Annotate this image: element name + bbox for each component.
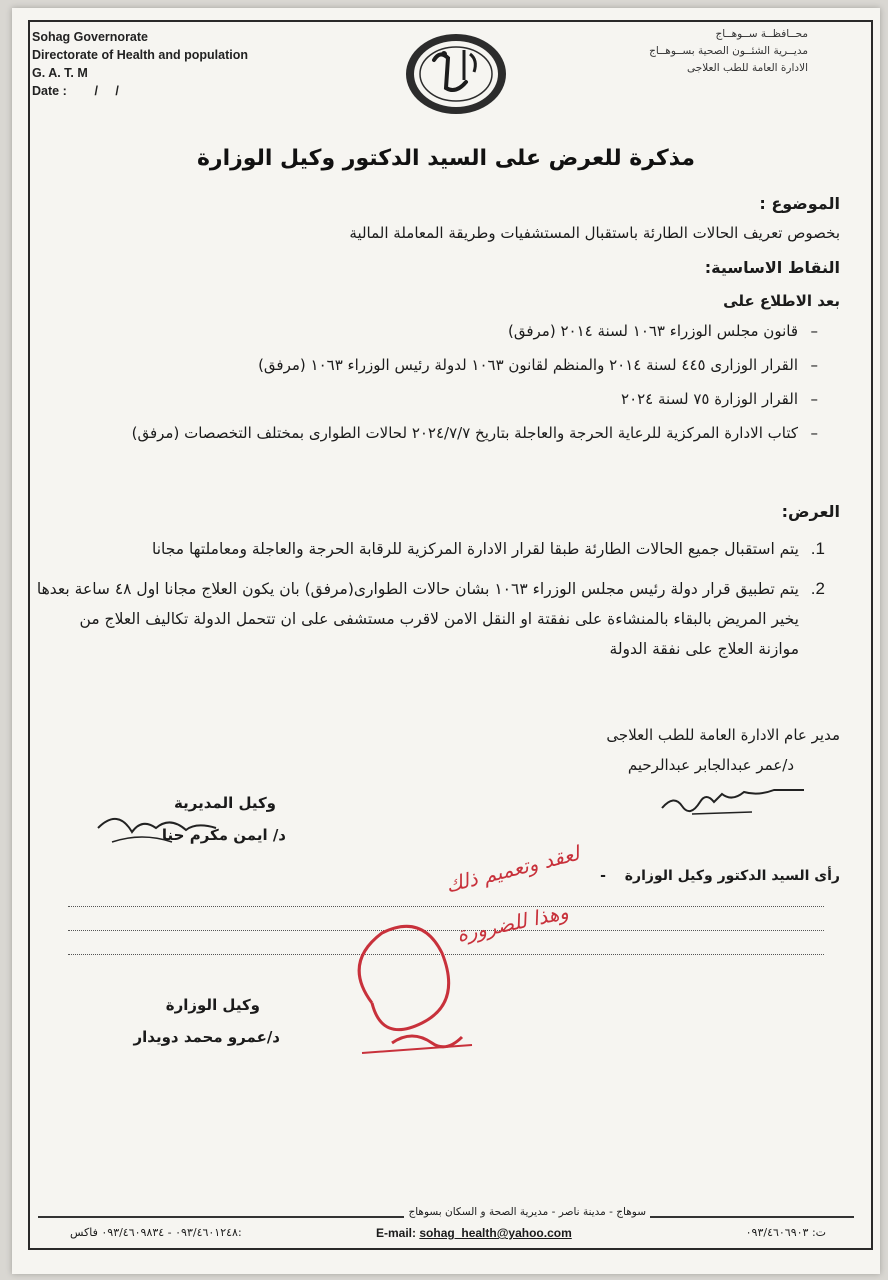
opinion-dash: -	[600, 868, 606, 884]
opinion-label	[600, 868, 840, 884]
item-text: يتم استقبال جميع الحالات الطارئة طبقا لقرار الادارة المركزية للرقابة الحرجة والعاجلة ومعاملتها مجانا	[151, 540, 799, 558]
english-letterhead	[32, 28, 248, 100]
phone-label: ت:	[811, 1226, 826, 1239]
letterhead-line: Sohag Governorate	[32, 30, 148, 44]
basics-intro: بعد الاطلاع على	[723, 292, 840, 310]
director-name: د/عمر عبدالجابر عبدالرحيم	[627, 756, 794, 774]
item-number: 1.	[810, 539, 825, 558]
deputy-signature-icon	[92, 798, 222, 858]
handwritten-note-line: وهذا للضرورة	[454, 899, 571, 947]
minister-deputy-name: د/عمرو محمد دويدار	[133, 1028, 280, 1046]
item-text: يتم تطبيق قرار دولة رئيس مجلس الوزراء ١٠٦٣ بشان حالات الطوارى(مرفق) بان يكون العلاج مجانا اول ٤٨ ساعة بعدها يخير المريض بالبقاء بالمنشاءة على نفقتة او النقل الامن لاقرب مستشفى على ان تتحمل الدولة تكاليف العلاج من موازنة العلاج على نفقة الدولة	[36, 580, 799, 658]
fax-label: فاكس:	[70, 1226, 242, 1239]
letterhead-line: محــافظــة ســوهــاج	[715, 28, 808, 40]
list-item: – قانون مجلس الوزراء ١٠٦٣ لسنة ٢٠١٤ (مرفق)	[28, 320, 818, 343]
subject-text: بخصوص تعريف الحالات الطارئة باستقبال المستشفيات وطريقة المعاملة المالية	[349, 224, 840, 242]
list-item	[35, 534, 825, 564]
email-value: sohag_health@yahoo.com	[419, 1226, 572, 1240]
item-number: 2.	[810, 579, 825, 598]
footer-email	[376, 1226, 572, 1240]
footer-address: سوهاج - مدينة ناصر - مديرية الصحة و السكان بسوهاج	[404, 1206, 650, 1218]
list-item: – القرار الوزارى ٤٤٥ لسنة ٢٠١٤ والمنظم لقانون ١٠٦٣ لدولة رئيس الوزراء ١٠٦٣ (مرفق)	[28, 354, 818, 377]
memo-title: مذكرة للعرض على السيد الدكتور وكيل الوزارة	[196, 146, 696, 171]
document-page	[12, 8, 880, 1274]
footer-contacts	[38, 1226, 854, 1246]
letterhead-line: G. A. T. M	[32, 66, 88, 80]
director-signature-icon	[652, 780, 822, 820]
handwritten-note-line: لعقد وتعميم ذلك	[443, 840, 582, 898]
arabic-letterhead	[649, 26, 808, 77]
deputy-directorate-title: وكيل المديرية	[174, 794, 276, 812]
director-title: مدير عام الادارة العامة للطب العلاجى	[606, 726, 840, 744]
subject-label: الموضوع :	[759, 194, 840, 213]
footer-fax	[70, 1226, 242, 1239]
letterhead-date: Date : / /	[32, 84, 119, 98]
basics-label: النقاط الاساسية:	[704, 258, 840, 277]
letterhead-line: الادارة العامة للطب العلاجى	[686, 62, 808, 74]
opinion-text: رأى السيد الدكتور وكيل الوزارة	[624, 868, 840, 884]
minister-deputy-title: وكيل الوزارة	[165, 996, 260, 1014]
presentation-list	[35, 534, 825, 674]
letterhead-line: Directorate of Health and population	[32, 48, 248, 62]
deputy-directorate-name: د/ ايمن مكرم حنا	[161, 826, 286, 844]
footer-phone	[746, 1226, 826, 1239]
list-item	[35, 574, 825, 664]
red-scribble-icon	[332, 853, 492, 1063]
presentation-label: العرض:	[781, 502, 840, 521]
phone-value: ٠٩٣/٤٦٠٦٩٠٣	[745, 1226, 809, 1239]
ministry-logo-icon	[404, 30, 508, 118]
letterhead-line: مديــرية الشئــون الصحية بســوهــاج	[649, 45, 808, 57]
fax-value: ٠٩٣/٤٦٠١٢٤٨ - ٠٩٣/٤٦٠٩٨٣٤	[101, 1226, 238, 1239]
email-label: E-mail:	[376, 1226, 417, 1240]
list-item: – القرار الوزارة ٧٥ لسنة ٢٠٢٤	[28, 388, 818, 411]
basics-list	[28, 320, 818, 456]
list-item: – كتاب الادارة المركزية للرعاية الحرجة والعاجلة بتاريخ ٢٠٢٤/٧/٧ لحالات الطوارى بمختلف التخصصات (مرفق)	[28, 422, 818, 445]
